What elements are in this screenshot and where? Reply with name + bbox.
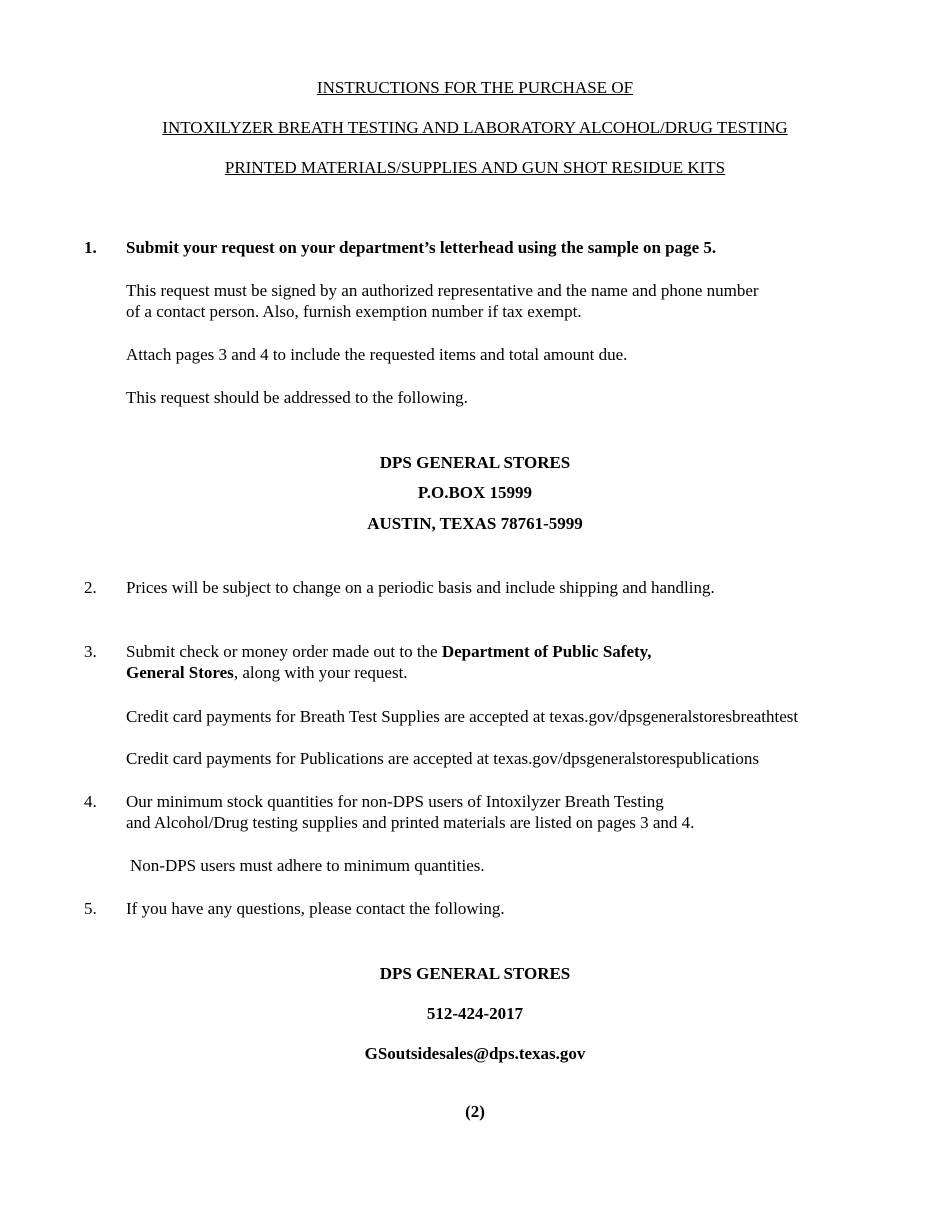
item-3-line-2 [126,662,886,684]
item-5-number: 5. [84,899,97,918]
item-5-text: If you have any questions, please contact the following. [126,899,505,918]
address-name: DPS GENERAL STORES [379,453,571,472]
address-city: AUSTIN, TEXAS 78761-5999 [367,514,583,533]
item-3-payee-bold: Department of Public Safety, [441,642,652,661]
contact-phone: 512-424-2017 [426,1004,524,1023]
contact-email: GSoutsidesales@dps.texas.gov [364,1044,586,1063]
item-2-text: Prices will be subject to change on a periodic basis and include shipping and handling. [126,578,715,597]
page-number: (2) [465,1102,485,1121]
title-line-2: INTOXILYZER BREATH TESTING AND LABORATORY ALCOHOL/DRUG TESTING [162,118,788,137]
item-3-line-1 [126,641,886,663]
item-3-line-1-prefix: Submit check or money order made out to the [126,642,442,661]
contact-name: DPS GENERAL STORES [379,964,571,983]
item-1-paragraph-2: Attach pages 3 and 4 to include the requested items and total amount due. [126,345,628,364]
item-3-line-2-suffix: , along with your request. [233,663,408,682]
title-line-3: PRINTED MATERIALS/SUPPLIES AND GUN SHOT RESIDUE KITS [224,158,726,177]
item-1-paragraph-1-line-1: This request must be signed by an authorized representative and the name and phone number [126,281,759,300]
item-4-number: 4. [84,792,97,811]
item-3-number: 3. [84,642,97,661]
item-1-paragraph-3: This request should be addressed to the following. [126,388,468,407]
title-line-1: INSTRUCTIONS FOR THE PURCHASE OF [316,78,634,97]
address-po-box: P.O.BOX 15999 [417,483,533,502]
item-4-line-1: Our minimum stock quantities for non-DPS users of Intoxilyzer Breath Testing [126,792,664,811]
item-1-number: 1. [84,238,97,257]
item-1-heading: Submit your request on your department’s letterhead using the sample on page 5. [126,238,717,257]
item-3-credit-breath-test: Credit card payments for Breath Test Supplies are accepted at texas.gov/dpsgeneralstoresbreathtest [126,707,799,726]
item-1-paragraph-1-line-2: of a contact person. Also, furnish exemption number if tax exempt. [126,302,582,321]
item-3-credit-publications: Credit card payments for Publications are accepted at texas.gov/dpsgeneralstorespublications [126,749,760,768]
item-2-number: 2. [84,578,97,597]
item-4-line-2: and Alcohol/Drug testing supplies and printed materials are listed on pages 3 and 4. [126,813,695,832]
item-3-payee-bold-2: General Stores [126,663,234,682]
item-4-note: Non-DPS users must adhere to minimum quantities. [130,856,485,875]
